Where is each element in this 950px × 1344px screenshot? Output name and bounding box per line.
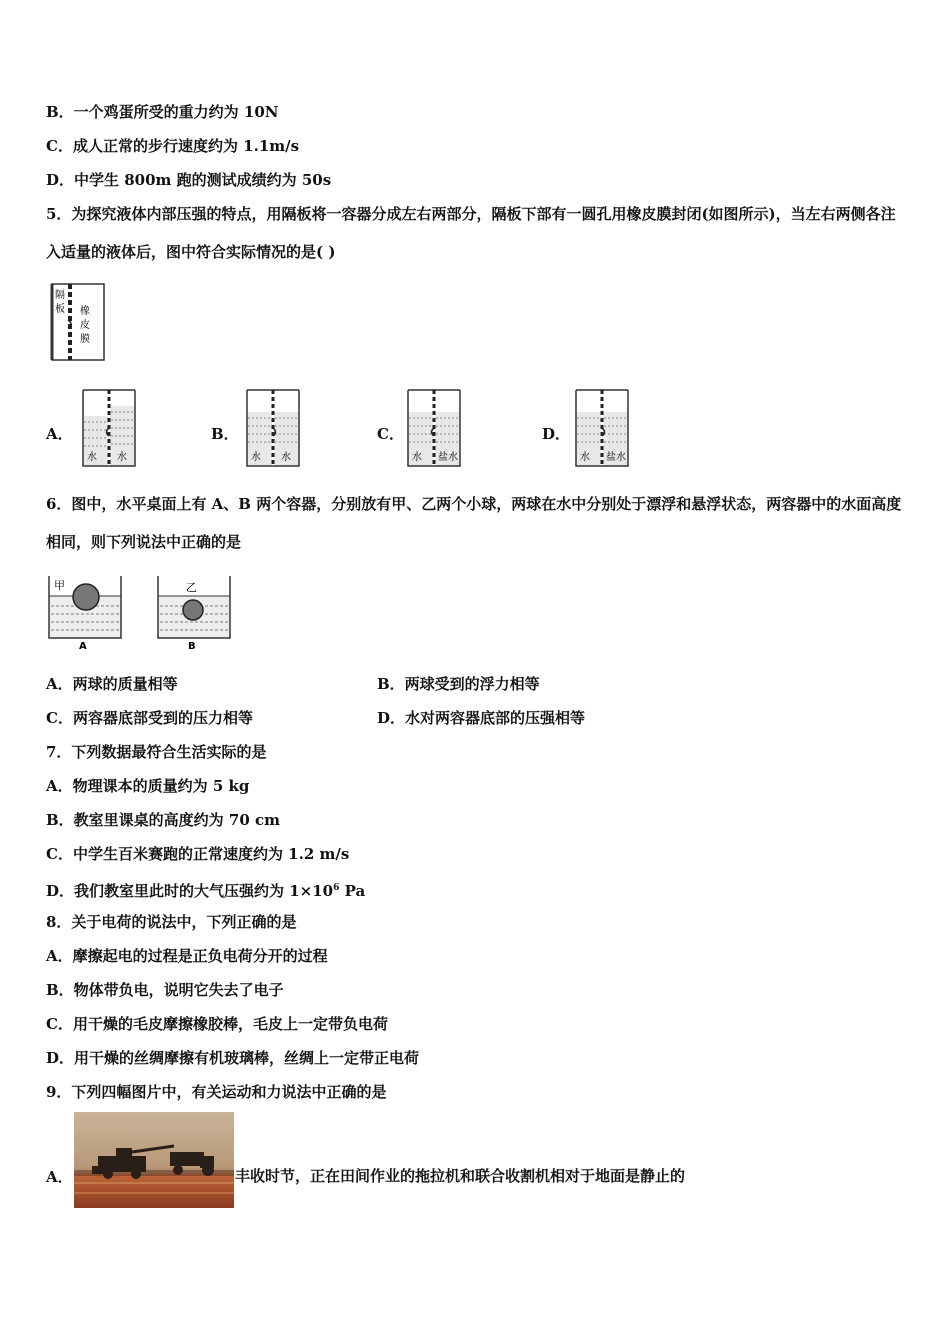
q7-option-d xyxy=(46,878,365,901)
q5d-right-liquid: 盐水 xyxy=(606,452,626,463)
q6-ball-a xyxy=(73,584,99,610)
q6-ball-a-label: 甲 xyxy=(54,579,65,592)
q7-option-d-exponent: 6 xyxy=(333,883,340,893)
q4-option-b: B．一个鸡蛋所受的重力约为 10N xyxy=(46,103,279,121)
q9-option-a-text: 丰收时节，正在田间作业的拖拉机和联合收割机相对于地面是静止的 xyxy=(235,1167,686,1185)
q5-option-a-label: A． xyxy=(46,425,73,443)
q8-option-a: A．摩擦起电的过程是正负电荷分开的过程 xyxy=(46,947,328,965)
q9-option-a-label: A． xyxy=(46,1168,73,1186)
q6-container-b-label: B xyxy=(188,641,196,652)
q6-diagram xyxy=(46,576,236,652)
q5b-left-liquid: 水 xyxy=(251,452,261,463)
q6-container-a-label: A xyxy=(79,641,87,652)
q9-harvest-photo xyxy=(74,1112,234,1208)
q5-label-membrane-3: 膜 xyxy=(80,334,90,345)
q5-label-membrane-1: 橡 xyxy=(80,306,90,317)
q6-ball-b-label: 乙 xyxy=(186,581,197,594)
q6-option-b: B．两球受到的浮力相等 xyxy=(377,675,540,693)
q8-stem: 8．关于电荷的说法中，下列正确的是 xyxy=(46,913,297,931)
q5a-left-liquid: 水 xyxy=(87,452,97,463)
q5a-right-liquid: 水 xyxy=(117,452,127,463)
q5-option-b-diagram xyxy=(246,388,300,468)
q8-option-d: D．用干燥的丝绸摩擦有机玻璃棒，丝绸上一定带正电荷 xyxy=(46,1049,420,1067)
q5c-right-liquid: 盐水 xyxy=(438,452,458,463)
q7-option-d-unit: Pa xyxy=(339,882,366,900)
q5d-left-liquid: 水 xyxy=(580,452,590,463)
q5-label-membrane-2: 皮 xyxy=(80,320,90,331)
q5-option-b-label: B． xyxy=(211,425,239,443)
q7-option-b: B．教室里课桌的高度约为 70 cm xyxy=(46,811,281,829)
q6-option-a: A．两球的质量相等 xyxy=(46,675,178,693)
q5-stem: 5．为探究液体内部压强的特点，用隔板将一容器分成左右两部分，隔板下部有一圆孔用橡皮膜封闭(如图所示)，当左右两侧各注入适量的液体后，图中符合实际情况的是( ) xyxy=(46,205,896,261)
q4-option-d: D．中学生 800m 跑的测试成绩约为 50s xyxy=(46,171,332,189)
q6-stem: 6．图中，水平桌面上有 A、B 两个容器，分别放有甲、乙两个小球，两球在水中分别处于漂浮和悬浮状态，两容器中的水面高度相同，则下列说法中正确的是 xyxy=(46,495,902,551)
q5c-left-liquid: 水 xyxy=(412,452,422,463)
q5-option-c-label: C． xyxy=(377,425,404,443)
q5-option-d-label: D． xyxy=(542,425,571,443)
q5-option-c-diagram xyxy=(407,388,461,468)
q5-setup-diagram xyxy=(50,282,110,362)
q6-option-d: D．水对两容器底部的压强相等 xyxy=(377,709,586,727)
q7-option-a: A．物理课本的质量约为 5 kg xyxy=(46,777,250,795)
q7-stem: 7．下列数据最符合生活实际的是 xyxy=(46,743,267,761)
q9-stem: 9．下列四幅图片中，有关运动和力说法中正确的是 xyxy=(46,1083,387,1101)
q6-option-c: C．两容器底部受到的压力相等 xyxy=(46,709,253,727)
q7-option-d-text: D．我们教室里此时的大气压强约为 1×10 xyxy=(46,882,334,900)
q5-label-partition-1: 隔 xyxy=(55,290,65,301)
q6-ball-b xyxy=(183,600,203,620)
q5-option-a-diagram xyxy=(82,388,136,468)
q5b-right-liquid: 水 xyxy=(281,452,291,463)
q5-label-partition-2: 板 xyxy=(55,304,65,315)
q4-option-c: C．成人正常的步行速度约为 1.1m/s xyxy=(46,137,300,155)
q8-option-b: B．物体带负电，说明它失去了电子 xyxy=(46,981,284,999)
q5-option-d-diagram xyxy=(575,388,629,468)
q8-option-c: C．用干燥的毛皮摩擦橡胶棒，毛皮上一定带负电荷 xyxy=(46,1015,388,1033)
q7-option-c: C．中学生百米赛跑的正常速度约为 1.2 m/s xyxy=(46,845,350,863)
